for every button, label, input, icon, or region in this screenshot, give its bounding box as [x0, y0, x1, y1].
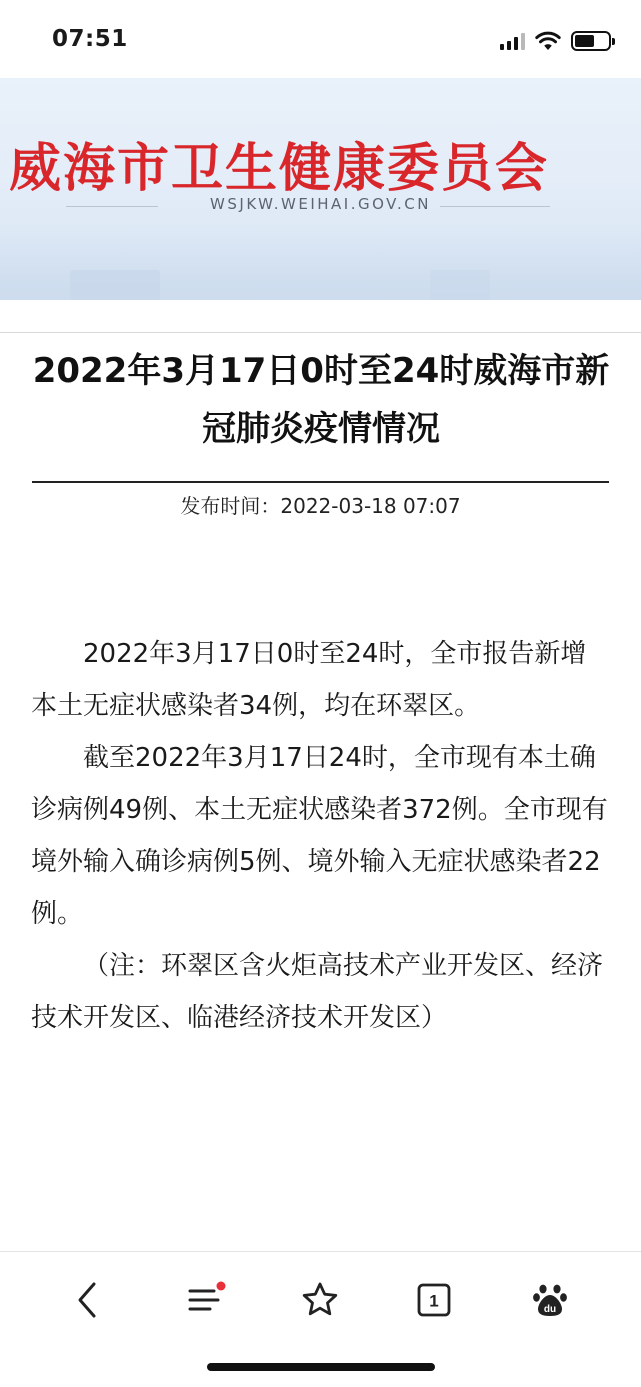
site-banner — [0, 78, 641, 300]
article-paragraph: 2022年3月17日0时至24时，全市报告新增本土无症状感染者34例，均在环翠区。 — [31, 639, 587, 721]
back-chevron-icon — [73, 1280, 103, 1320]
baidu-paw-icon — [530, 1280, 570, 1320]
star-icon — [300, 1280, 340, 1320]
status-bar — [0, 0, 641, 78]
back-button[interactable] — [58, 1270, 118, 1330]
article-title: 2022年3月17日0时至24时威海市新冠肺炎疫情情况 — [32, 351, 610, 449]
article-paragraph: 截至2022年3月17日24时，全市现有本土确诊病例49例、本土无症状感染者372例。全市现有境外输入确诊病例5例、境外输入无症状感染者22例。 — [31, 743, 608, 929]
favorite-button[interactable] — [290, 1270, 350, 1330]
status-icons — [500, 30, 611, 52]
status-time: 07:51 — [52, 26, 128, 52]
wifi-icon — [535, 31, 561, 51]
title-divider — [32, 481, 609, 483]
cellular-signal-icon — [500, 33, 525, 50]
battery-icon — [571, 31, 611, 51]
bottom-toolbar — [0, 1252, 641, 1387]
site-url: WSJKW.WEIHAI.GOV.CN — [210, 195, 431, 213]
notification-dot — [217, 1282, 226, 1291]
site-title: 威海市卫生健康委员会 — [9, 139, 550, 199]
divider — [0, 332, 641, 333]
tabs-button[interactable] — [404, 1270, 464, 1330]
menu-icon — [184, 1280, 228, 1320]
article-body — [31, 628, 611, 1044]
menu-button[interactable] — [176, 1270, 236, 1330]
baidu-du-text: du — [543, 1304, 557, 1315]
article-paragraph: （注：环翠区含火炬高技术产业开发区、经济技术开发区、临港经济技术开发区） — [31, 951, 604, 1033]
baidu-button[interactable] — [520, 1270, 580, 1330]
home-indicator[interactable] — [207, 1363, 435, 1371]
publish-time: 发布时间：2022-03-18 07:07 — [180, 494, 461, 518]
tab-count: 1 — [429, 1291, 439, 1311]
tabs-icon — [414, 1280, 454, 1320]
